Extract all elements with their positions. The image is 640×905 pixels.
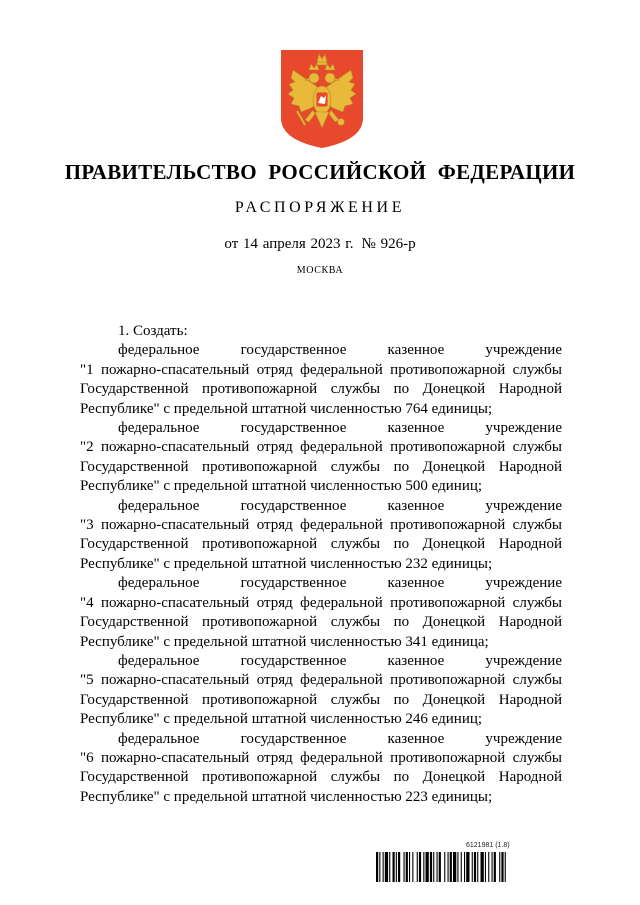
list-item-first-line: федеральное государственное казенное учреждение	[118, 497, 562, 514]
list-item	[80, 341, 562, 419]
coat-of-arms-icon	[279, 48, 365, 150]
document-number: № 926-р	[361, 236, 416, 252]
list-item-text: "2 пожарно-спасательный отряд федеральной противопожарной службы Государственной противопожарной службы по Донецкой Народной Республике" с предельной штатной численностью 500 единиц;	[80, 439, 562, 495]
barcode-icon	[376, 852, 564, 882]
list-item-text: "4 пожарно-спасательный отряд федеральной противопожарной службы Государственной противопожарной службы по Донецкой Народной Республике" с предельной штатной численностью 341 единица;	[80, 594, 562, 650]
list-item-first-line: федеральное государственное казенное учреждение	[118, 420, 562, 437]
document-body	[80, 322, 562, 807]
list-item-first-line: федеральное государственное казенное учреждение	[118, 652, 562, 669]
list-item-text: "3 пожарно-спасательный отряд федеральной противопожарной службы Государственной противопожарной службы по Донецкой Народной Республике" с предельной штатной численностью 232 единицы;	[80, 517, 562, 572]
list-item	[80, 652, 562, 730]
list-item-text: "5 пожарно-спасательный отряд федеральной противопожарной службы Государственной противопожарной службы по Донецкой Народной Республике" с предельной штатной численностью 246 единиц;	[80, 672, 562, 728]
list-item	[80, 497, 562, 575]
document-date: от 14 апреля 2023 г.	[224, 236, 354, 252]
list-item-first-line: федеральное государственное казенное учреждение	[118, 730, 562, 747]
barcode-label: 6121981 (1.8)	[466, 842, 510, 849]
list-item-first-line: федеральное государственное казенное учреждение	[118, 575, 562, 592]
document-type: РАСПОРЯЖЕНИЕ	[234, 199, 406, 216]
list-item-text: "1 пожарно-спасательный отряд федеральной противопожарной службы Государственной противопожарной службы по Донецкой Народной Республике" с предельной штатной численностью 764 единицы;	[80, 361, 562, 417]
list-item-text: "6 пожарно-спасательный отряд федеральной противопожарной службы Государственной противопожарной службы по Донецкой Народной Республике" с предельной штатной численностью 223 единицы;	[80, 749, 562, 805]
list-item-first-line: федеральное государственное казенное учреждение	[118, 342, 562, 359]
list-item	[80, 730, 562, 808]
government-title: ПРАВИТЕЛЬСТВО РОССИЙСКОЙ ФЕДЕРАЦИИ	[64, 160, 576, 184]
list-item	[80, 574, 562, 652]
document-date-line	[0, 236, 640, 253]
list-item	[80, 419, 562, 497]
clause-intro: 1. Создать:	[118, 323, 188, 339]
document-city: МОСКВА	[296, 265, 344, 276]
